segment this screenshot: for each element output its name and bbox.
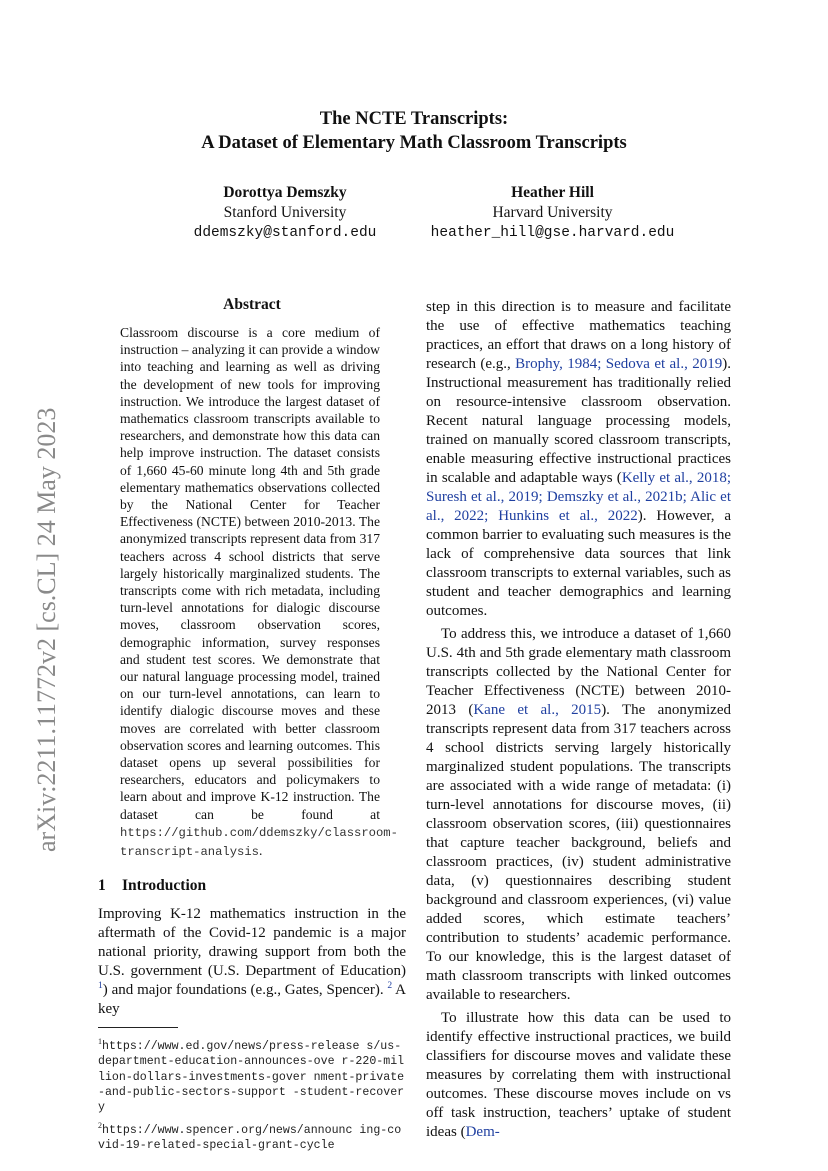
paragraph bbox=[426, 298, 731, 621]
left-column bbox=[98, 296, 406, 1156]
author-affiliation: Stanford University bbox=[223, 204, 347, 221]
citation[interactable]: Brophy, 1984; Sedova et al., 2019 bbox=[515, 356, 723, 372]
footnote-1 bbox=[98, 1034, 406, 1115]
intro-paragraph bbox=[98, 905, 406, 1019]
title-line-2: A Dataset of Elementary Math Classroom Transcripts bbox=[201, 133, 627, 153]
dataset-link[interactable]: https://github.com/ddemszky/classroom-transcript-analysis bbox=[120, 825, 398, 860]
abstract-heading: Abstract bbox=[223, 296, 281, 313]
footnote-2 bbox=[98, 1118, 406, 1153]
arxiv-stamp bbox=[26, 300, 66, 860]
author-email[interactable]: heather_hill@gse.harvard.edu bbox=[430, 225, 675, 241]
citation[interactable]: Dem- bbox=[465, 1124, 500, 1140]
footnote-link[interactable]: https://www.spencer.org/news/announc ing-covid-19-related-special-grant-cycle bbox=[98, 1124, 402, 1153]
body-text: To address this, we introduce a dataset of 1,660 U.S. 4th and 5th grade elementary math classroom transcripts collected by the National Center for Teacher Effectiveness (NCTE) between 2010-2013 ( bbox=[426, 626, 731, 718]
author-name: Dorottya Demszky bbox=[223, 184, 347, 201]
paragraph bbox=[426, 625, 731, 1005]
abstract-text: Classroom discourse is a core medium of instruction – analyzing it can provide a window into teaching and learning as well as driving the development of new tools for improving instruction. We introduce the largest dataset of mathematics classroom transcripts available to researchers, and demonstrate how this data can help improve instruction. The dataset consists of 1,660 45-60 minute long 4th and 5th grade elementary mathematics observations collected by the National Center for Teacher Effectiveness (NCTE) between 2010-2013. The anonymized transcripts represent data from 317 teachers across 4 school districts that serve largely historically marginalized students. The transcripts come with rich metadata, including turn-level annotations for dialogic discourse moves, classroom observation scores, demographic information, survey responses and student test scores. We demonstrate that our natural language processing model, trained on our turn-level annotations, can learn to identify dialogic discourse moves and these moves are correlated with better classroom observation scores and learning outcomes. This dataset opens up several possibilities for researchers, educators and policymakers to learn about and improve K-12 instruction. The dataset can be found at bbox=[120, 325, 380, 822]
body-text: To illustrate how this data can be used to identify effective instructional practices, we build classifiers for discourse moves and validate these measures by correlating them with instructional outcomes. These discourse moves include on vs off task instruction, teachers’ uptake of student ideas ( bbox=[426, 1010, 731, 1140]
intro-text: Improving K-12 mathematics instruction in the aftermath of the Covid-12 pandemic is a major national priority, drawing support from both the U.S. government (U.S. Department of Education) bbox=[98, 906, 406, 980]
section-title: Introduction bbox=[122, 877, 207, 895]
footnote-mark: 2 bbox=[98, 1121, 102, 1131]
citation[interactable]: Kane et al., 2015 bbox=[473, 702, 602, 718]
citation[interactable]: Kelly et al., 2018; Suresh et al., 2019; Demszky et al., 2021b; Alic et al., 2022; Hunkins et al., 2022 bbox=[426, 470, 731, 524]
paper-title bbox=[0, 107, 828, 155]
footnote-divider bbox=[98, 1027, 178, 1028]
section-heading bbox=[98, 877, 406, 895]
intro-text: A key bbox=[98, 982, 407, 1018]
paragraph bbox=[426, 1009, 731, 1142]
author-email[interactable]: ddemszky@stanford.edu bbox=[193, 225, 377, 241]
footnote-ref-2[interactable]: 2 bbox=[387, 981, 393, 992]
author-1 bbox=[170, 183, 400, 243]
body-text: step in this direction is to measure and facilitate the use of effective mathematics teaching practices, an effort that draws on a long history of research (e.g., bbox=[426, 299, 731, 372]
author-name: Heather Hill bbox=[511, 184, 594, 201]
abstract-body bbox=[120, 324, 398, 861]
abstract-end: . bbox=[258, 843, 263, 859]
section-number: 1 bbox=[98, 877, 106, 895]
body-text: ). Instructional measurement has traditionally relied on resource-intensive classroom observation. Recent natural language processing models, trained on manually scored classroom transcripts, enable measuring effective instructional practices in scalable and adaptable ways ( bbox=[426, 356, 731, 486]
footnote-link[interactable]: https://www.ed.gov/news/press-release s/us-department-education-announces-ove r-220-million-dollars-investments-gover nment-private-and-public-sectors-support -student-recovery bbox=[98, 1040, 405, 1114]
right-column bbox=[426, 298, 731, 1142]
arxiv-id: arXiv:2211.11772v2 [cs.CL] 24 May 2023 bbox=[32, 407, 61, 852]
footnote-mark: 1 bbox=[98, 1037, 102, 1047]
author-2 bbox=[410, 183, 695, 243]
body-text: ). The anonymized transcripts represent data from 317 teachers across 4 school districts serving largely historically marginalized student populations. The transcripts are associated with a wide range of metadata: (i) turn-level annotations for discourse moves, (ii) classroom observation scores, (iii) questionnaires that capture teacher background, beliefs and classroom practices, (iv) student administrative data, (v) questionnaires describing student background and classroom experiences, (vi) value added scores, which estimate teachers’ contribution to students’ academic performance. To our knowledge, this is the largest dataset of math classroom transcripts with linked outcomes available to researchers. bbox=[426, 702, 731, 1003]
footnote-ref-1[interactable]: 1 bbox=[98, 981, 103, 992]
body-text: ). However, a common barrier to evaluating such measures is the lack of comprehensive data sources that link classroom transcripts to external variables, such as student and teacher demographics and learning outcomes. bbox=[426, 508, 732, 619]
title-line-1: The NCTE Transcripts: bbox=[319, 109, 509, 129]
author-affiliation: Harvard University bbox=[492, 204, 613, 221]
intro-text: ) and major foundations (e.g., Gates, Spencer). bbox=[102, 982, 384, 999]
